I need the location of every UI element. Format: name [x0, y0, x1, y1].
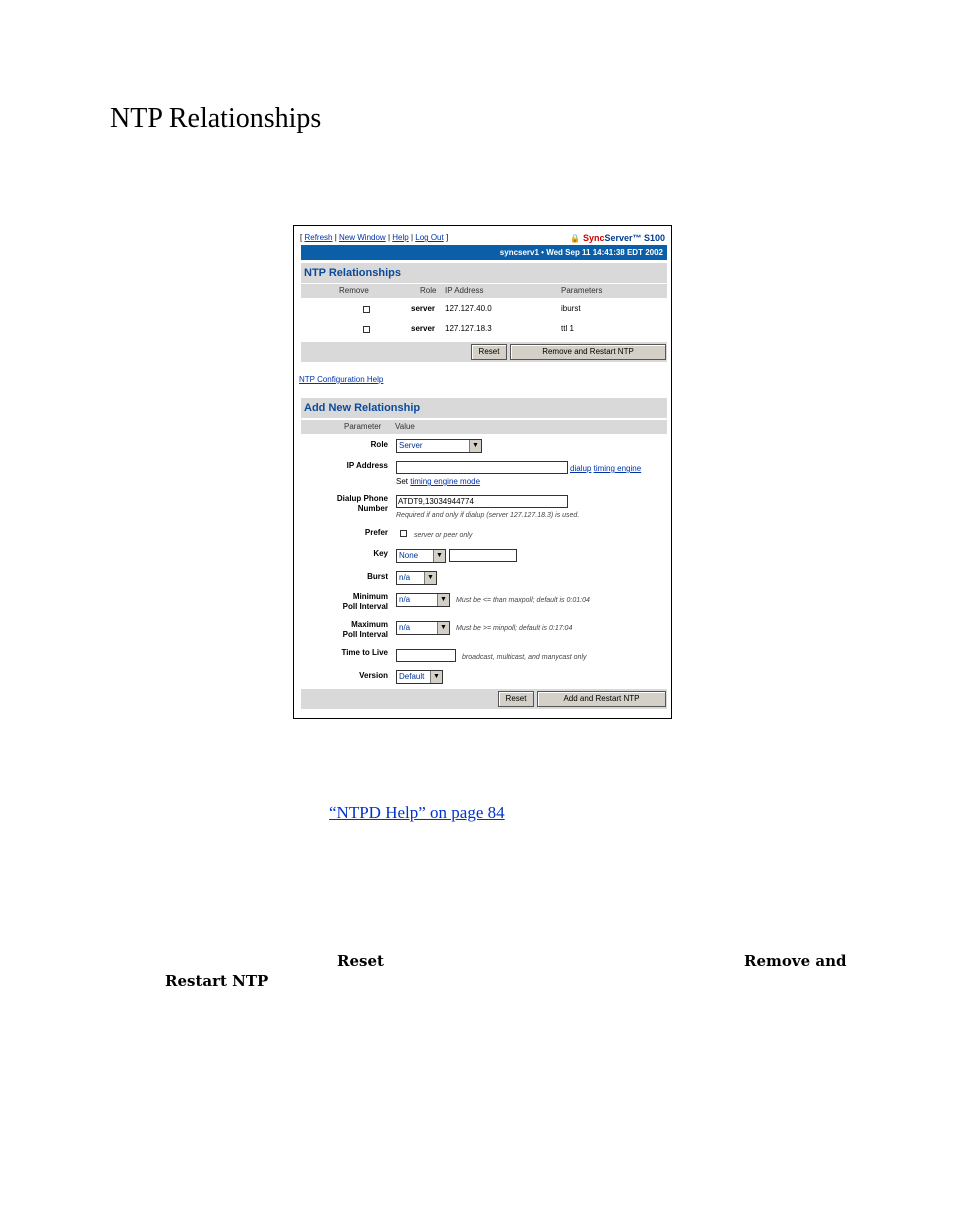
relationships-heading: NTP Relationships: [301, 263, 667, 283]
col-role: Role: [420, 286, 437, 295]
table-row: server 127.127.40.0 iburst: [301, 300, 667, 318]
dialup-note: Required if and only if dialup (server 127.127.18.3) is used.: [396, 512, 580, 519]
ttl-input[interactable]: [396, 649, 456, 662]
key-select[interactable]: None ▼: [396, 549, 446, 563]
burst-label: Burst: [367, 572, 388, 581]
remove-checkbox[interactable]: [363, 306, 370, 313]
role-select[interactable]: Server ▼: [396, 439, 482, 453]
col-parameter: Parameter: [344, 422, 382, 431]
top-nav: [ Refresh | New Window | Help | Log Out ] 🔒 SyncServer™ S100: [300, 233, 665, 243]
dialup-phone-input[interactable]: ATDT9,13034944774: [396, 495, 568, 508]
col-parameters: Parameters: [561, 286, 603, 295]
key-input[interactable]: [449, 549, 517, 562]
remove-checkbox[interactable]: [363, 326, 370, 333]
chevron-down-icon: ▼: [433, 550, 445, 562]
col-ip-address: IP Address: [445, 286, 484, 295]
max-poll-select[interactable]: n/a ▼: [396, 621, 450, 635]
chevron-down-icon: ▼: [437, 594, 449, 606]
new-window-link[interactable]: New Window: [339, 233, 386, 242]
relationships-button-bar: [301, 342, 667, 362]
timing-engine-link[interactable]: timing engine: [593, 464, 642, 473]
min-poll-select[interactable]: n/a ▼: [396, 593, 450, 607]
timing-engine-mode-link[interactable]: timing engine mode: [410, 477, 481, 486]
key-label: Key: [373, 549, 388, 558]
ip-address-label: IP Address: [346, 461, 388, 470]
add-new-column-headers: [301, 420, 667, 434]
add-restart-button[interactable]: Add and Restart NTP: [537, 691, 666, 707]
remove-restart-button[interactable]: Remove and Restart NTP: [510, 344, 666, 360]
logout-link[interactable]: Log Out: [415, 233, 444, 242]
restart-ntp-term: Restart NTP: [165, 972, 269, 990]
dialup-phone-label: Dialup Phone Number: [336, 494, 388, 513]
page-title: NTP Relationships: [110, 103, 322, 134]
col-remove: Remove: [339, 286, 369, 295]
chevron-down-icon: ▼: [430, 671, 442, 683]
ntpd-help-xref-link[interactable]: “NTPD Help” on page 84: [329, 803, 505, 822]
lock-icon: 🔒: [569, 234, 580, 243]
reset-button[interactable]: Reset: [498, 691, 534, 707]
reset-term: Reset: [337, 952, 384, 970]
ttl-label: Time to Live: [341, 648, 388, 657]
screenshot-frame: [ Refresh | New Window | Help | Log Out ] 🔒 SyncServer™ S100 syncserv1 • Wed Sep 11 14:41:38 EDT 2002 NTP Relationships Remove Role IP Address Parameters server 127.127.40.0 iburst server 127.127.18.3 ttl 1 Reset Remove and Restart NTP NTP Configuration Help Add New Relationship Parameter Value Role Server ▼ IP Address dialup timing engine Set timing engine mode Dialup Phone Number ATDT9,13034944774 Required if and only if dialup (server 127.127.18.3) is used. Prefer server or peer only Key None ▼ Burst n/a ▼ Minimum Poll Interval n/a ▼ Must be <= than maxpoll; default is 0:01:04 Maximum Poll Interval n/a ▼ Must be >= minpoll; default is 0:17:04 Time to Live broadcast, multicast, and manycast only Version Default ▼ Reset Add and Restart NTP: [293, 225, 672, 719]
ntp-config-help-link[interactable]: NTP Configuration Help: [299, 375, 384, 384]
add-button-bar: [301, 689, 667, 709]
role-label: Role: [370, 440, 388, 449]
brand-logo: 🔒 SyncServer™ S100: [569, 233, 665, 243]
min-poll-note: Must be <= than maxpoll; default is 0:01:04: [456, 597, 590, 604]
prefer-label: Prefer: [364, 528, 388, 537]
col-value: Value: [395, 422, 415, 431]
help-link[interactable]: Help: [392, 233, 409, 242]
prefer-note: server or peer only: [414, 532, 473, 539]
max-poll-label: Maximum Poll Interval: [342, 620, 388, 639]
relationships-column-headers: [301, 284, 667, 298]
status-bar: syncserv1 • Wed Sep 11 14:41:38 EDT 2002: [301, 245, 667, 260]
reset-button[interactable]: Reset: [471, 344, 507, 360]
add-new-heading: Add New Relationship: [301, 398, 667, 418]
ttl-note: broadcast, multicast, and manycast only: [462, 654, 587, 661]
table-row: server 127.127.18.3 ttl 1: [301, 320, 667, 338]
min-poll-label: Minimum Poll Interval: [342, 592, 388, 611]
burst-select[interactable]: n/a ▼: [396, 571, 437, 585]
version-select[interactable]: Default ▼: [396, 670, 443, 684]
chevron-down-icon: ▼: [424, 572, 436, 584]
version-label: Version: [359, 671, 388, 680]
chevron-down-icon: ▼: [469, 440, 481, 452]
chevron-down-icon: ▼: [437, 622, 449, 634]
remove-and-term: Remove and: [744, 952, 847, 970]
prefer-checkbox[interactable]: [400, 530, 407, 537]
ip-address-input[interactable]: [396, 461, 568, 474]
dialup-link[interactable]: dialup: [570, 464, 592, 473]
max-poll-note: Must be >= minpoll; default is 0:17:04: [456, 625, 573, 632]
refresh-link[interactable]: Refresh: [304, 233, 333, 242]
